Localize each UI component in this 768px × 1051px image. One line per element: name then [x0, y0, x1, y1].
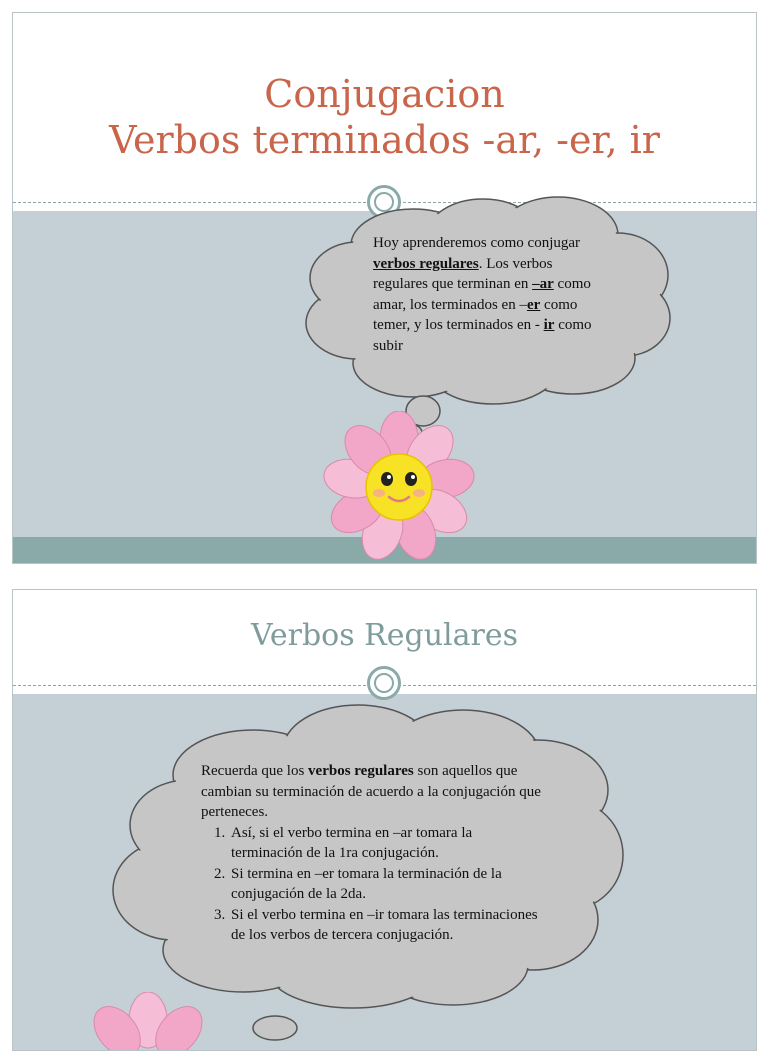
cloud-1-emphasis-ar: –ar [532, 276, 554, 292]
cloud-1-emphasis-er: er [526, 296, 541, 313]
cloud-1-emphasis-regular-verbs: verbos regulares [373, 255, 479, 272]
slide-1 [12, 12, 757, 564]
flower-partial-icon [73, 992, 223, 1051]
slide-2 [12, 589, 757, 1051]
cloud-1-emphasis-ir: ir [543, 317, 555, 333]
cloud-2-intro-part: son aquellos que cambian su terminación de acuerdo a la conjugación que perteneces. [201, 763, 541, 820]
title-line-2: Verbos terminados -ar, -er, ir [109, 118, 660, 162]
cloud-2-emphasis-regular-verbs: verbos regulares [308, 763, 414, 779]
cloud-2-intro [201, 761, 541, 823]
list-item: 1. Así, si el verbo termina en –ar tomara la terminación de la 1ra conjugación. [229, 823, 541, 864]
cloud-1-text [373, 233, 611, 356]
title-line-1: Conjugacion [264, 72, 505, 116]
cloud-1-text-part: . Los verbos regulares que terminan en [373, 255, 553, 292]
list-item: 3. Si el verbo termina en –ir tomara las terminaciones de los verbos de tercera conjugación. [229, 905, 541, 946]
cloud-1-text-part: como temer, y los terminados en - [373, 296, 578, 333]
cloud-1-text-part: Hoy aprenderemos como conjugar [373, 235, 581, 251]
cloud-2-intro-part: Recuerda que los [201, 763, 309, 779]
cloud-1-text-part: como subir [373, 317, 592, 354]
cloud-2-text [201, 761, 541, 946]
flower-smiley-icon [319, 411, 479, 563]
cloud-1-text-part: como amar, los terminados en – [373, 276, 591, 313]
slide-2-title: Verbos Regulares [250, 618, 519, 653]
conjugation-rules-list [201, 823, 541, 946]
list-item: 2. Si termina en –er tomara la terminación de la conjugación de la 2da. [229, 864, 541, 905]
